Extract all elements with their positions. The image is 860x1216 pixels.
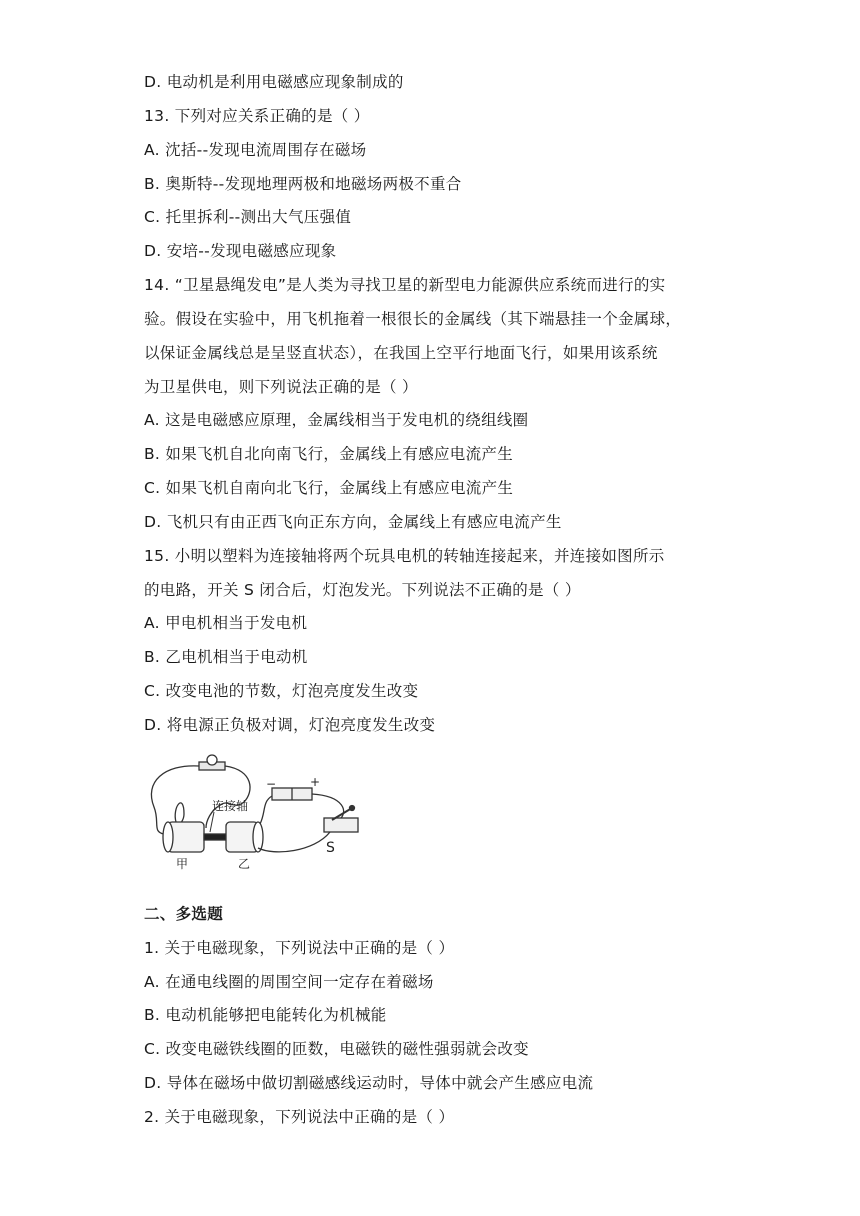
wire-return [258,832,330,852]
q14-stem-line-4: 为卫星供电，则下列说法正确的是（ ） [144,378,418,396]
label-switch: S [326,840,335,856]
mq1-option-c: C. 改变电磁铁线圈的匝数，电磁铁的磁性强弱就会改变 [144,1040,529,1058]
q14-option-b: B. 如果飞机自北向南飞行，金属线上有感应电流产生 [144,445,513,463]
switch-s [324,818,358,832]
section-heading-multiple-choice: 二、多选题 [144,905,224,923]
q15-option-c: C. 改变电池的节数，灯泡亮度发生改变 [144,682,419,700]
q13-option-d: D. 安培--发现电磁感应现象 [144,242,337,260]
label-plus: + [310,775,321,789]
wire-battery [260,796,272,824]
q15-stem-line-2: 的电路，开关 S 闭合后，灯泡发光。下列说法不正确的是（ ） [144,581,581,599]
q12-option-d: D. 电动机是利用电磁感应现象制成的 [144,73,404,91]
mq1-stem: 1. 关于电磁现象，下列说法中正确的是（ ） [144,939,455,957]
q13-option-c: C. 托里拆利--测出大气压强值 [144,208,352,226]
q13-stem: 13. 下列对应关系正确的是（ ） [144,107,370,125]
q14-stem-line-2: 验。假设在实验中，用飞机拖着一根很长的金属线（其下端悬挂一个金属球， [144,310,682,328]
mq1-option-d: D. 导体在磁场中做切割磁感线运动时，导体中就会产生感应电流 [144,1074,594,1092]
q14-option-a: A. 这是电磁感应原理，金属线相当于发电机的绕组线圈 [144,411,529,429]
label-yi: 乙 [238,857,251,870]
label-minus: − [266,777,277,791]
q13-option-b: B. 奥斯特--发现地理两极和地磁场两极不重合 [144,175,462,193]
circuit-diagram [144,752,366,870]
q15-option-a: A. 甲电机相当于发电机 [144,614,308,632]
q14-option-c: C. 如果飞机自南向北飞行，金属线上有感应电流产生 [144,479,514,497]
q15-option-b: B. 乙电机相当于电动机 [144,648,308,666]
bulb-icon [207,755,217,765]
q15-option-d: D. 将电源正负极对调，灯泡亮度发生改变 [144,716,436,734]
mq1-option-b: B. 电动机能够把电能转化为机械能 [144,1006,387,1024]
q14-stem-line-3: 以保证金属线总是呈竖直状态），在我国上空平行地面飞行，如果用该系统 [144,344,658,362]
q13-option-a: A. 沈括--发现电流周围存在磁场 [144,141,367,159]
connecting-axis [204,834,226,840]
label-axis: 连接轴 [212,799,249,813]
label-jia: 甲 [176,857,189,870]
q14-option-d: D. 飞机只有由正西飞向正东方向，金属线上有感应电流产生 [144,513,562,531]
mq2-stem: 2. 关于电磁现象，下列说法中正确的是（ ） [144,1108,455,1126]
q14-stem-line-1: 14. “卫星悬绳发电”是人类为寻找卫星的新型电力能源供应系统而进行的实 [144,276,666,294]
q15-stem-line-1: 15. 小明以塑料为连接轴将两个玩具电机的转轴连接起来，并连接如图所示 [144,547,665,565]
mq1-option-a: A. 在通电线圈的周围空间一定存在着磁场 [144,973,434,991]
